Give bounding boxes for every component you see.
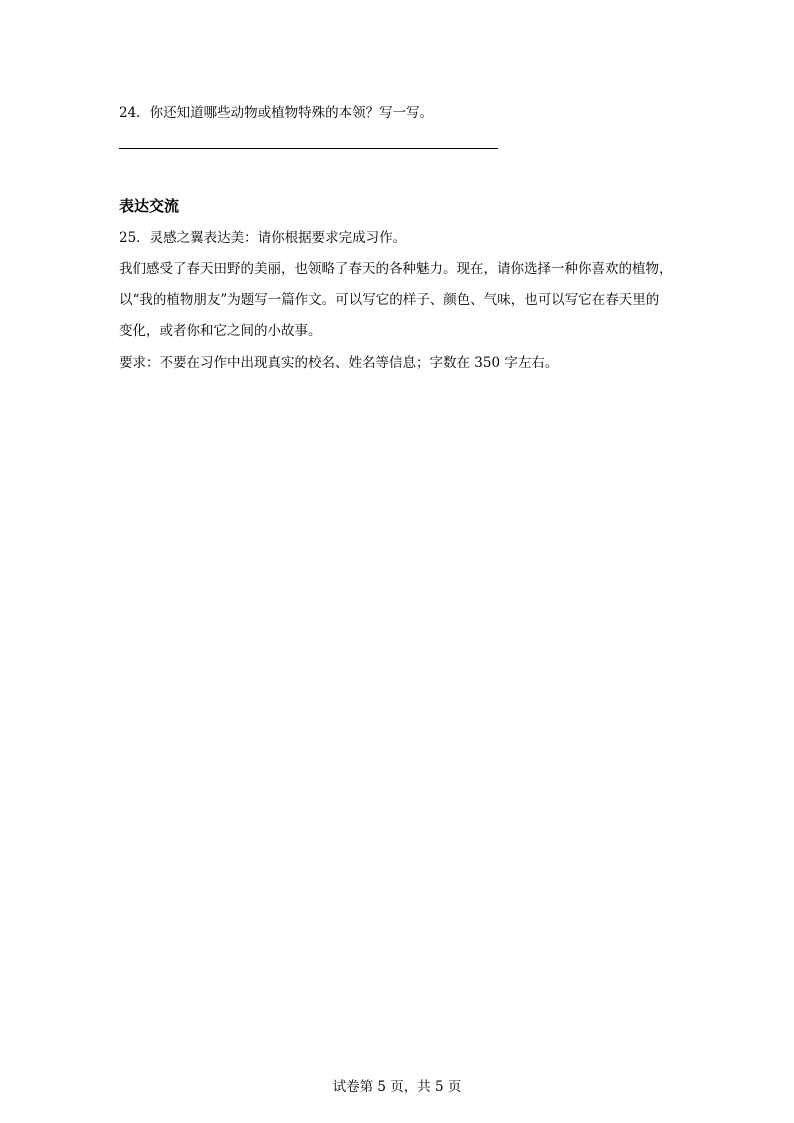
question-24-text: 24．你还知道哪些动物或植物特殊的本领？写一写。: [119, 105, 434, 121]
question-25-title: 25．灵感之翼表达美：请你根据要求完成习作。: [119, 230, 407, 246]
requirement-text: 要求：不要在习作中出现真实的校名、姓名等信息；字数在 350 字左右。: [119, 355, 559, 371]
answer-line: [119, 148, 498, 149]
prompt-line-1: 我们感受了春天田野的美丽，也领略了春天的各种魅力。现在，请你选择一种你喜欢的植物，: [119, 261, 673, 277]
page-footer: 试卷第 5 页，共 5 页: [332, 1079, 462, 1095]
prompt-line-3: 变化，或者你和它之间的小故事。: [119, 323, 322, 339]
prompt-line-2: 以“我的植物朋友”为题写一篇作文。可以写它的样子、颜色、气味，也可以写它在春天里的: [119, 292, 660, 308]
section-heading: 表达交流: [119, 197, 180, 215]
